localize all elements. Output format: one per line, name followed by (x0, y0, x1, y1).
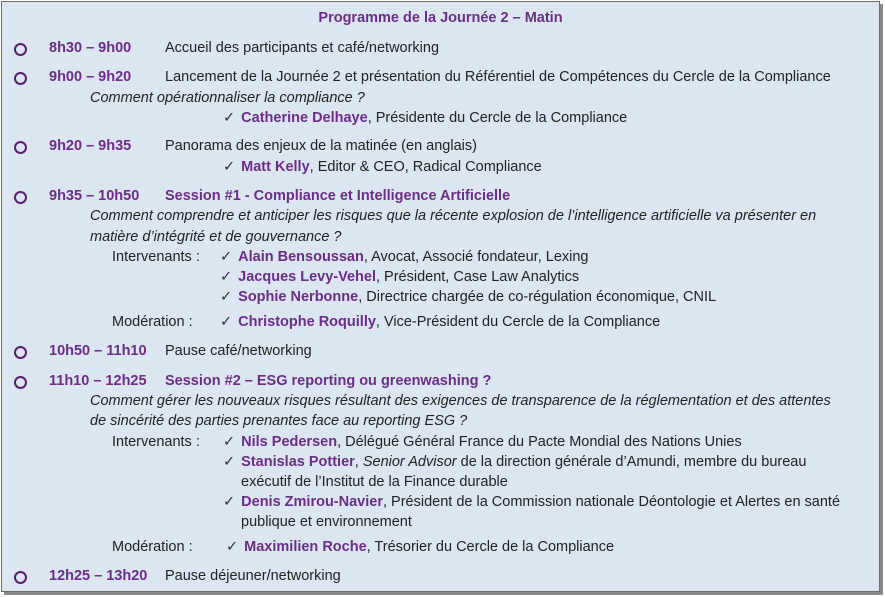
speaker-name: Alain Bensoussan (238, 249, 364, 265)
programme-title: Programme de la Journée 2 – Matin (318, 10, 563, 26)
time-slot: 9h00 – 9h20 (49, 69, 132, 85)
speaker-role: , Délégué Général France du Pacte Mondial des Nations Unies (337, 434, 742, 450)
time-slot: 9h35 – 10h50 (49, 188, 140, 204)
time-slot: 9h20 – 9h35 (49, 138, 132, 154)
check-icon: ✓ (226, 539, 239, 555)
bullet-icon (14, 141, 27, 154)
speaker-name: Sophie Nerbonne (238, 289, 359, 305)
time-slot: 10h50 – 11h10 (49, 343, 147, 359)
session-title: Session #2 – ESG reporting ou greenwashing ? (165, 373, 492, 389)
speaker (220, 289, 716, 305)
item-label: Lancement de la Journée 2 et présentation du Référentiel de Compétences du Cercle de la Compliance (165, 69, 831, 85)
speaker (220, 249, 589, 265)
speaker-role: , Editor & CEO, Radical Compliance (309, 159, 542, 175)
bullet-icon (14, 346, 27, 359)
speaker (223, 454, 806, 470)
session-title: Session #1 - Compliance et Intelligence Artificielle (165, 188, 511, 204)
moderator-role: , Trésorier du Cercle de la Compliance (366, 539, 615, 555)
check-icon: ✓ (220, 289, 233, 305)
speaker-name: Matt Kelly (241, 159, 310, 175)
check-icon: ✓ (220, 269, 233, 285)
speaker-name: Catherine Delhaye (241, 110, 368, 126)
moderator (220, 314, 660, 330)
item-label: Accueil des participants et café/networking (165, 40, 440, 56)
programme-box (1, 1, 880, 592)
speaker (220, 269, 579, 285)
speaker-role-prefix: , (354, 454, 363, 470)
item-label: Pause café/networking (165, 343, 312, 359)
speaker-role: , Présidente du Cercle de la Compliance (367, 110, 628, 126)
speaker-name: Nils Pedersen (241, 434, 338, 450)
speaker-role: , Président, Case Law Analytics (375, 269, 580, 285)
speaker-role: de la direction générale d’Amundi, membre du bureau (456, 454, 807, 470)
speaker (223, 110, 627, 126)
speaker-name: Jacques Levy-Vehel (238, 269, 376, 285)
moderation-label: Modération : (112, 539, 193, 555)
bullet-icon (14, 72, 27, 85)
check-icon: ✓ (220, 314, 233, 330)
bullet-icon (14, 376, 27, 389)
session-question: de sincérité des parties prenantes face au reporting ESG ? (90, 413, 468, 429)
check-icon: ✓ (223, 110, 236, 126)
speaker-role: , Directrice chargée de co-régulation économique, CNIL (358, 289, 717, 305)
check-icon: ✓ (220, 249, 233, 265)
speakers-label: Intervenants : (112, 434, 200, 450)
bullet-icon (14, 571, 27, 584)
moderator (226, 539, 614, 555)
speaker-role: , Président de la Commission nationale Déontologie et Alertes en santé (382, 494, 841, 510)
bullet-icon (14, 43, 27, 56)
check-icon: ✓ (223, 159, 236, 175)
speaker-role-cont: exécutif de l’Institut de la Finance durable (241, 474, 508, 490)
moderator-role: , Vice-Président du Cercle de la Compliance (375, 314, 661, 330)
speaker-name: Denis Zmirou-Navier (241, 494, 383, 510)
item-label: Panorama des enjeux de la matinée (en anglais) (165, 138, 477, 154)
session-question: Comment comprendre et anticiper les risques que la récente explosion de l’intelligence artificielle va présenter en (90, 208, 817, 224)
check-icon: ✓ (223, 494, 236, 510)
check-icon: ✓ (223, 454, 236, 470)
speaker-name: Stanislas Pottier (241, 454, 355, 470)
session-question: Comment gérer les nouveaux risques résultant des exigences de transparence de la réglementation et des attentes (90, 393, 831, 409)
check-icon: ✓ (223, 434, 236, 450)
speaker (223, 494, 840, 510)
time-slot: 12h25 – 13h20 (49, 568, 148, 584)
time-slot: 11h10 – 12h25 (49, 373, 147, 389)
bullet-icon (14, 191, 27, 204)
speakers-label: Intervenants : (112, 249, 200, 265)
speaker-role: , Avocat, Associé fondateur, Lexing (363, 249, 589, 265)
speaker (223, 434, 742, 450)
speaker-role-cont: publique et environnement (241, 514, 412, 530)
speaker (223, 159, 542, 175)
moderator-name: Christophe Roquilly (238, 314, 376, 330)
item-label: Pause déjeuner/networking (165, 568, 341, 584)
session-question: matière d’intégrité et de gouvernance ? (90, 229, 342, 245)
speaker-role-em: Senior Advisor (362, 454, 457, 470)
session-question: Comment opérationnaliser la compliance ? (90, 90, 365, 106)
moderator-name: Maximilien Roche (244, 539, 367, 555)
time-slot: 8h30 – 9h00 (49, 40, 132, 56)
moderation-label: Modération : (112, 314, 193, 330)
